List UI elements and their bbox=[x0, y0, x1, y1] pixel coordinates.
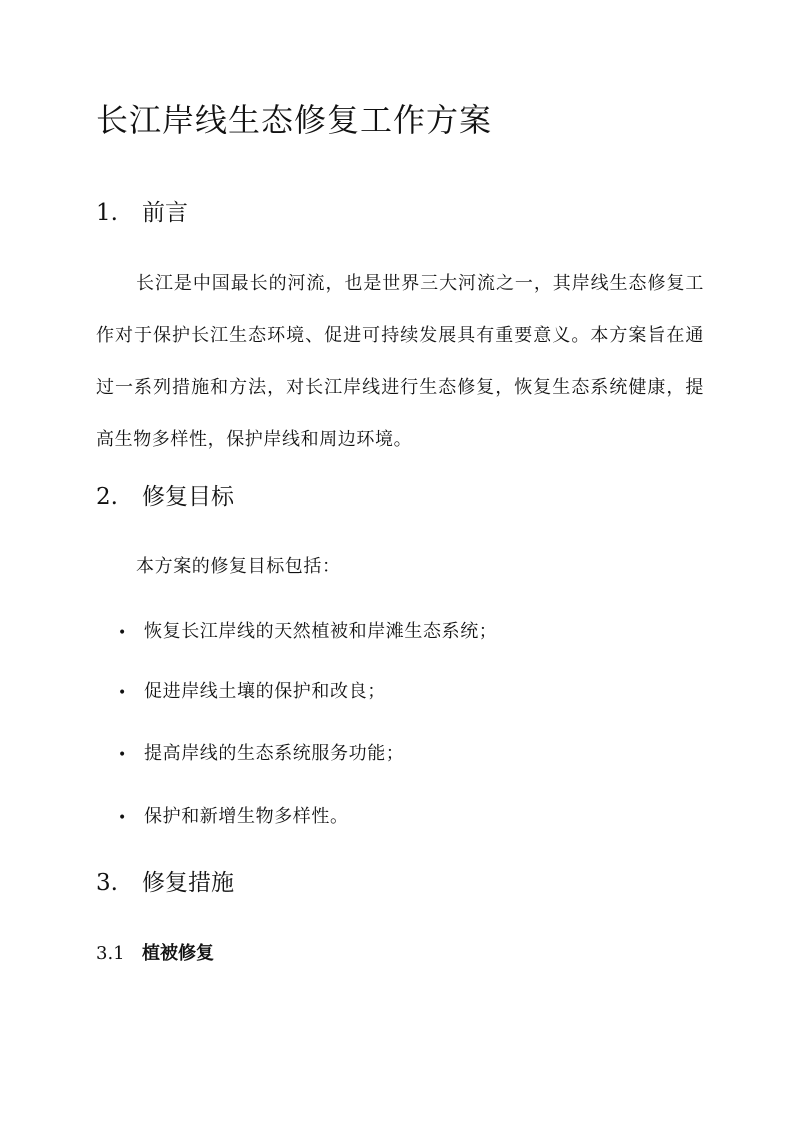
section-title: 修复目标 bbox=[142, 484, 234, 510]
section-2-intro: 本方案的修复目标包括： bbox=[136, 556, 341, 577]
list-item bbox=[118, 740, 404, 769]
list-item-text: 保护和新增生物多样性。 bbox=[144, 806, 349, 827]
document-title: 长江岸线生态修复工作方案 bbox=[96, 101, 493, 139]
bullet-icon: • bbox=[118, 747, 127, 763]
bullet-icon: • bbox=[118, 625, 127, 641]
section-number: 1. bbox=[96, 200, 118, 226]
section-title: 修复措施 bbox=[142, 870, 234, 896]
section-heading-2 bbox=[96, 480, 234, 514]
subsection-heading-3-1 bbox=[96, 940, 214, 968]
subsection-title: 植被修复 bbox=[142, 943, 214, 964]
section-1-paragraph: 长江是中国最长的河流，也是世界三大河流之一，其岸线生态修复工作对于保护长江生态环境、促进可持续发展具有重要意义。本方案旨在通过一系列措施和方法，对长江岸线进行生态修复，恢复生态系统健康，提高生物多样性，保护岸线和周边环境。 bbox=[96, 273, 704, 450]
section-number: 3. bbox=[96, 870, 118, 896]
section-heading-3 bbox=[96, 866, 234, 900]
list-item-text: 提高岸线的生态系统服务功能； bbox=[144, 743, 405, 764]
list-item bbox=[118, 678, 386, 707]
subsection-number: 3.1 bbox=[96, 943, 125, 964]
list-item bbox=[118, 618, 497, 647]
section-heading-1 bbox=[96, 196, 188, 230]
list-item-text: 恢复长江岸线的天然植被和岸滩生态系统； bbox=[144, 621, 498, 642]
bullet-icon: • bbox=[118, 685, 127, 701]
bullet-icon: • bbox=[118, 810, 127, 826]
list-item-text: 促进岸线土壤的保护和改良； bbox=[144, 681, 386, 702]
section-number: 2. bbox=[96, 484, 118, 510]
section-title: 前言 bbox=[142, 200, 188, 226]
list-item bbox=[118, 803, 349, 832]
